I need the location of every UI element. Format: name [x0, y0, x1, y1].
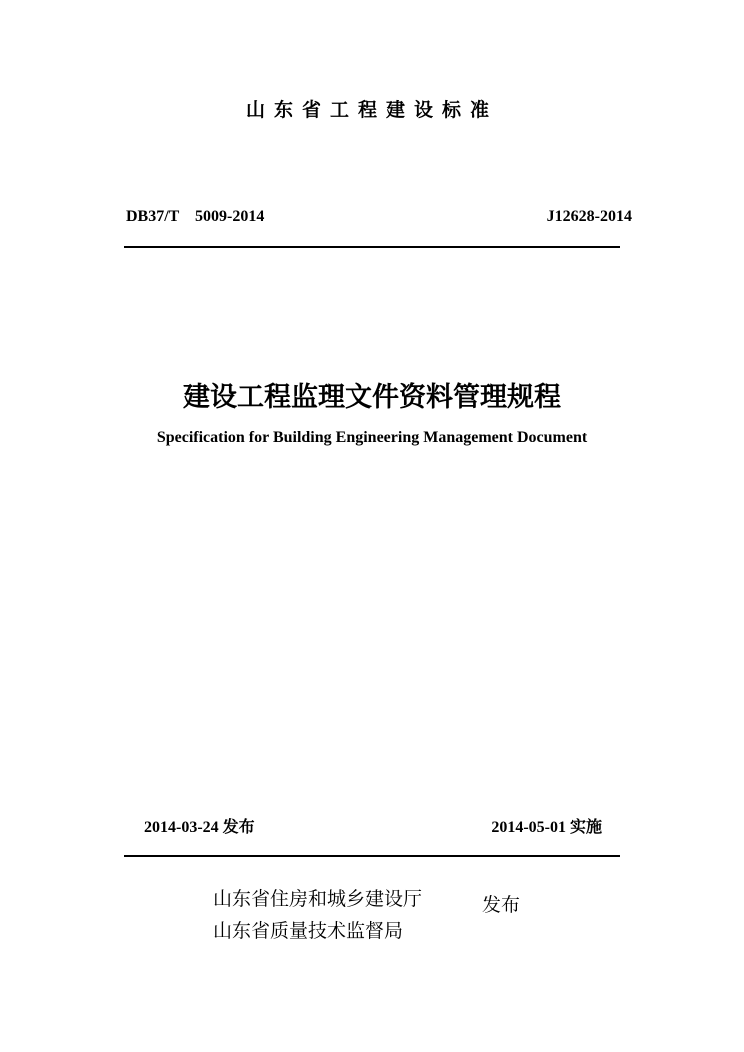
- bottom-divider: [124, 855, 620, 857]
- top-divider: [124, 246, 620, 248]
- document-title: 建设工程监理文件资料管理规程: [183, 382, 561, 413]
- record-number: J12628-2014: [546, 208, 632, 225]
- document-subtitle-english: Specification for Building Engineering Management Document: [156, 429, 588, 446]
- issue-date: 2014-03-24: [144, 819, 219, 836]
- issue-label: 发布: [222, 817, 255, 836]
- effective-date-block: [491, 817, 602, 838]
- issuer-second: 山东省质量技术监督局: [213, 920, 404, 942]
- effective-date: 2014-05-01: [491, 819, 566, 836]
- standard-category-heading: 山东省工程建设标准: [245, 99, 498, 121]
- issuer-action: 发布: [482, 894, 521, 916]
- standard-number: DB37/T 5009-2014: [126, 208, 265, 225]
- issue-date-block: [144, 817, 255, 838]
- effective-label: 实施: [569, 817, 602, 836]
- issuer-first: 山东省住房和城乡建设厅: [213, 888, 423, 910]
